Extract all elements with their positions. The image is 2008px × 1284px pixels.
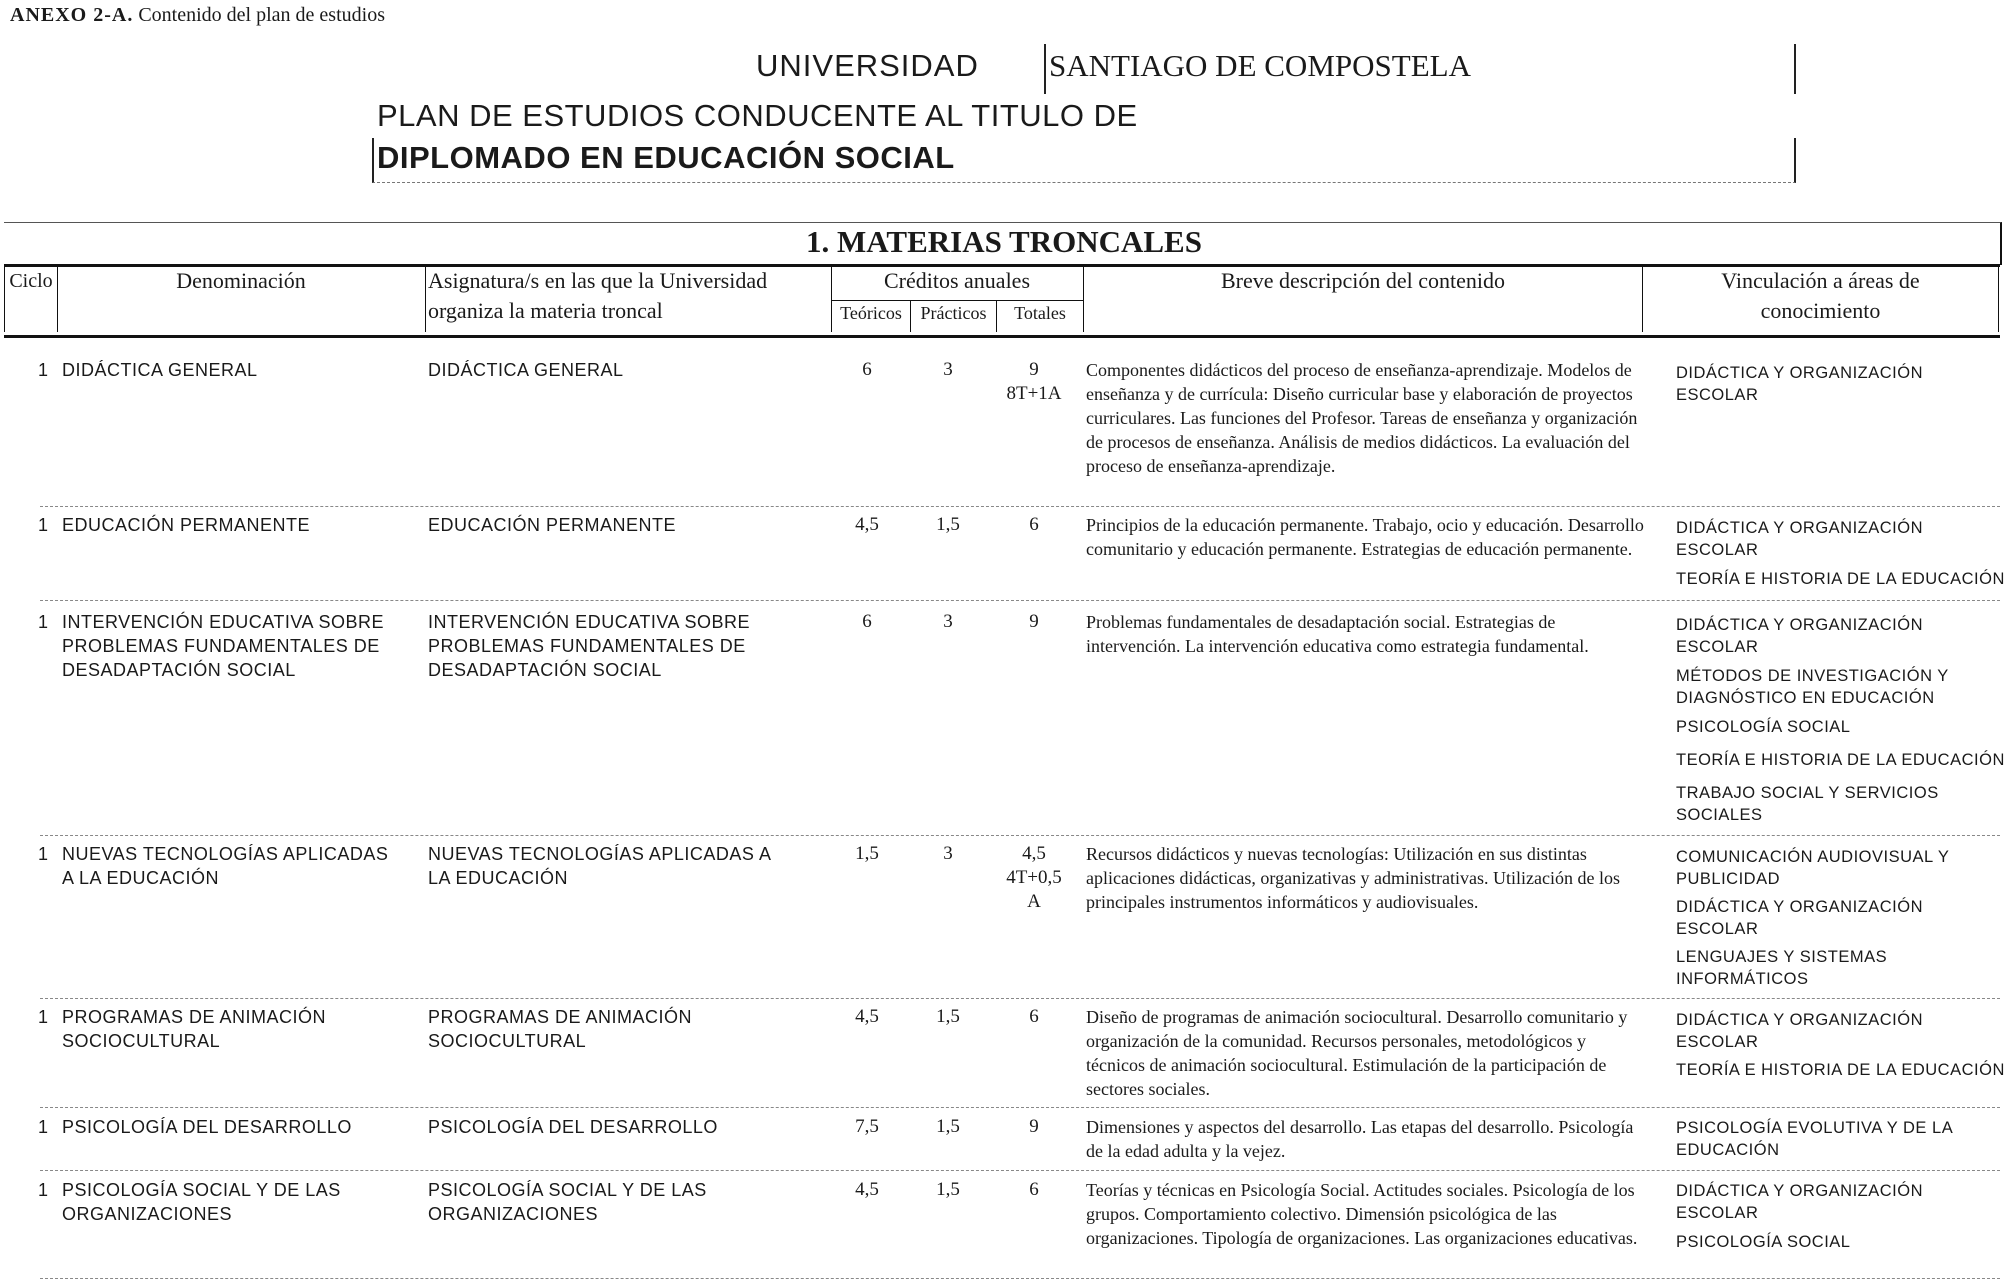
asignatura-line: INTERVENCIÓN EDUCATIVA SOBRE <box>428 612 751 632</box>
cell-asignatura <box>428 1005 692 1053</box>
cell-denominacion: EDUCACIÓN PERMANENTE <box>62 515 311 535</box>
area-line: DIDÁCTICA Y ORGANIZACIÓN <box>1676 1182 1924 1200</box>
cell-denominacion <box>62 1005 326 1053</box>
asignatura-line: DESADAPTACIÓN SOCIAL <box>428 660 662 680</box>
asignatura-line: PROGRAMAS DE ANIMACIÓN <box>428 1007 693 1027</box>
row-separator <box>40 835 2000 836</box>
row-separator <box>40 1170 2000 1171</box>
area-item <box>1676 946 1887 990</box>
cell-descripcion: Componentes didácticos del proceso de enseñanza-aprendizaje. Modelos de enseñanza y de currícula: Diseño curricular base y elaboración de proyectos curriculares. Las funciones del Profesor. Tareas de enseñanza y organización de procesos de enseñanza. Análisis de medios didácticos. La evaluación del proceso de enseñanza-aprendizaje. <box>1086 360 1638 476</box>
cell-totales: 4,5 <box>1022 843 1046 864</box>
annex-prefix: ANEXO 2-A. <box>10 4 134 26</box>
cell-denominacion: DIDÁCTICA GENERAL <box>62 360 258 380</box>
area-item <box>1676 1117 1953 1161</box>
cell-teoricos: 6 <box>862 611 872 632</box>
asignatura-line: ORGANIZACIONES <box>428 1204 599 1224</box>
cell-ciclo: 1 <box>38 1117 49 1137</box>
header-denominacion: Denominación <box>176 268 306 293</box>
header-vinculacion-line2: conocimiento <box>1760 298 1881 323</box>
plan-line: PLAN DE ESTUDIOS CONDUCENTE AL TITULO DE <box>377 98 1138 133</box>
area-line: DIDÁCTICA Y ORGANIZACIÓN <box>1676 898 1924 916</box>
denominacion-line: PSICOLOGÍA SOCIAL Y DE LAS <box>62 1180 341 1200</box>
area-line: TRABAJO SOCIAL Y SERVICIOS <box>1676 784 1939 802</box>
header-teoricos: Teóricos <box>840 303 902 323</box>
area-item <box>1676 896 1923 940</box>
col-divider <box>4 264 5 332</box>
cell-denominacion: PSICOLOGÍA DEL DESARROLLO <box>62 1117 352 1137</box>
row-separator <box>40 1107 2000 1108</box>
header-descripcion: Breve descripción del contenido <box>1220 268 1506 293</box>
area-line: LENGUAJES Y SISTEMAS <box>1676 948 1888 966</box>
cell-descripcion: Problemas fundamentales de desadaptación social. Estrategias de intervención. La intervención educativa como estrategia fundamental. <box>1086 612 1589 656</box>
cell-totales: 9 <box>1029 611 1039 632</box>
cell-totales: 6 <box>1029 1006 1039 1027</box>
asignatura-line: LA EDUCACIÓN <box>428 868 569 888</box>
denominacion-line: NUEVAS TECNOLOGÍAS APLICADAS <box>62 844 389 864</box>
area-item <box>1676 1231 1850 1253</box>
cell-asignatura <box>428 1178 707 1226</box>
cell-practicos: 3 <box>943 843 953 864</box>
area-line: SOCIALES <box>1676 806 1763 824</box>
area-line: DIDÁCTICA Y ORGANIZACIÓN <box>1676 364 1924 382</box>
area-line: ESCOLAR <box>1676 1033 1759 1051</box>
university-name: SANTIAGO DE COMPOSTELA <box>1049 48 1471 83</box>
header-ciclo: Ciclo <box>9 270 53 292</box>
area-item <box>1676 1009 1923 1053</box>
cell-asignatura <box>428 842 771 890</box>
cell-asignatura <box>428 610 750 682</box>
header-asignatura-line2: organiza la materia troncal <box>428 298 663 323</box>
area-line: INFORMÁTICOS <box>1676 970 1809 988</box>
cell-totales: 6 <box>1029 1179 1039 1200</box>
cell-practicos: 1,5 <box>936 1179 960 1200</box>
header-vinculacion-line1: Vinculación a áreas de <box>1721 268 1920 293</box>
row-separator <box>40 1278 2000 1279</box>
cell-asignatura: DIDÁCTICA GENERAL <box>428 360 624 380</box>
header-practicos: Prácticos <box>920 303 987 323</box>
area-line: COMUNICACIÓN AUDIOVISUAL Y <box>1676 848 1950 866</box>
area-item <box>1676 568 2005 590</box>
area-line: ESCOLAR <box>1676 920 1759 938</box>
denominacion-line: INTERVENCIÓN EDUCATIVA SOBRE <box>62 612 385 632</box>
area-item <box>1676 517 1923 561</box>
col-divider <box>1998 264 1999 332</box>
cell-totales: 6 <box>1029 514 1039 535</box>
cell-descripcion: Principios de la educación permanente. Trabajo, ocio y educación. Desarrollo comunitario y educación permanente. Estrategias de educación permanente. <box>1086 515 1644 559</box>
asignatura-line: PSICOLOGÍA SOCIAL Y DE LAS <box>428 1180 707 1200</box>
area-line: ESCOLAR <box>1676 638 1759 656</box>
row-separator <box>40 600 2000 601</box>
degree-title: DIPLOMADO EN EDUCACIÓN SOCIAL <box>377 140 955 175</box>
area-line: ESCOLAR <box>1676 386 1759 404</box>
cell-descripcion: Dimensiones y aspectos del desarrollo. Las etapas del desarrollo. Psicología de la edad adulta y la vejez. <box>1086 1117 1634 1161</box>
row-separator <box>40 506 2000 507</box>
cell-ciclo: 1 <box>38 360 49 380</box>
cell-teoricos: 4,5 <box>855 1179 879 1200</box>
cell-ciclo: 1 <box>38 1007 49 1027</box>
cell-practicos: 3 <box>943 359 953 380</box>
annex-heading <box>10 4 385 27</box>
area-item <box>1676 846 1949 890</box>
asignatura-line: SOCIOCULTURAL <box>428 1031 587 1051</box>
area-line: DIDÁCTICA Y ORGANIZACIÓN <box>1676 616 1924 634</box>
section-title: 1. MATERIAS TRONCALES <box>806 224 1202 259</box>
denominacion-line: PROBLEMAS FUNDAMENTALES DE <box>62 636 380 656</box>
area-item <box>1676 782 1939 826</box>
denominacion-line: DESADAPTACIÓN SOCIAL <box>62 660 296 680</box>
area-line: PSICOLOGÍA SOCIAL <box>1676 1233 1851 1251</box>
cell-teoricos: 4,5 <box>855 514 879 535</box>
area-line: DIAGNÓSTICO EN EDUCACIÓN <box>1676 689 1935 707</box>
cell-totales-detail: A <box>1027 891 1041 912</box>
cell-asignatura: EDUCACIÓN PERMANENTE <box>428 515 677 535</box>
cell-ciclo: 1 <box>38 844 49 864</box>
header-totales: Totales <box>1014 303 1066 323</box>
cell-denominacion <box>62 842 388 890</box>
cell-teoricos: 4,5 <box>855 1006 879 1027</box>
area-line: PUBLICIDAD <box>1676 870 1781 888</box>
cell-asignatura: PSICOLOGÍA DEL DESARROLLO <box>428 1117 718 1137</box>
cell-descripcion: Teorías y técnicas en Psicología Social. Actitudes sociales. Psicología de los grupos. Comportamiento colectivo. Dimensión psicológica de las organizaciones. Tipología de organizaciones. Las organizaciones educativas. <box>1086 1180 1638 1248</box>
cell-totales-detail: 8T+1A <box>1006 383 1062 404</box>
area-line: TEORÍA E HISTORIA DE LA EDUCACIÓN <box>1676 751 2005 769</box>
area-line: PSICOLOGÍA SOCIAL <box>1676 718 1851 736</box>
cell-totales: 9 <box>1029 1116 1039 1137</box>
credits-subheader-line <box>831 300 1083 301</box>
cell-denominacion <box>62 1178 341 1226</box>
cell-descripcion: Recursos didácticos y nuevas tecnologías: Utilización en sus distintas aplicaciones didácticas, organizativas y administrativas. Utilización de los principales instrumentos informáticos y audiovisuales. <box>1086 844 1620 912</box>
cell-ciclo: 1 <box>38 515 49 535</box>
denominacion-line: PROGRAMAS DE ANIMACIÓN <box>62 1007 327 1027</box>
cell-descripcion: Diseño de programas de animación sociocultural. Desarrollo comunitario y organización de la comunidad. Recursos personales, metodológicos y técnicos de animación sociocultural. Estimulación de la participación de sectores sociales. <box>1086 1007 1628 1099</box>
area-line: ESCOLAR <box>1676 541 1759 559</box>
area-item <box>1676 749 2005 771</box>
university-label: UNIVERSIDAD <box>756 48 979 83</box>
cell-ciclo: 1 <box>38 612 49 632</box>
denominacion-line: SOCIOCULTURAL <box>62 1031 221 1051</box>
area-line: EDUCACIÓN <box>1676 1141 1780 1159</box>
cell-practicos: 3 <box>943 611 953 632</box>
area-line: ESCOLAR <box>1676 1204 1759 1222</box>
area-line: DIDÁCTICA Y ORGANIZACIÓN <box>1676 1011 1924 1029</box>
header-creditos: Créditos anuales <box>883 268 1031 293</box>
cell-totales-detail: 4T+0,5 <box>1006 867 1062 888</box>
cell-practicos: 1,5 <box>936 514 960 535</box>
area-item <box>1676 1059 2005 1081</box>
area-line: DIDÁCTICA Y ORGANIZACIÓN <box>1676 519 1924 537</box>
denominacion-line: ORGANIZACIONES <box>62 1204 233 1224</box>
area-item <box>1676 362 1923 406</box>
area-line: PSICOLOGÍA EVOLUTIVA Y DE LA <box>1676 1119 1954 1137</box>
area-item <box>1676 665 1949 709</box>
area-item <box>1676 716 1850 738</box>
denominacion-line: A LA EDUCACIÓN <box>62 868 220 888</box>
cell-totales: 9 <box>1029 359 1039 380</box>
cell-practicos: 1,5 <box>936 1006 960 1027</box>
asignatura-line: PROBLEMAS FUNDAMENTALES DE <box>428 636 746 656</box>
cell-ciclo: 1 <box>38 1180 49 1200</box>
area-item <box>1676 1180 1923 1224</box>
asignatura-line: NUEVAS TECNOLOGÍAS APLICADAS A <box>428 844 772 864</box>
area-line: TEORÍA E HISTORIA DE LA EDUCACIÓN <box>1676 570 2005 588</box>
cell-denominacion <box>62 610 384 682</box>
row-separator <box>40 998 2000 999</box>
cell-teoricos: 6 <box>862 359 872 380</box>
cell-teoricos: 1,5 <box>855 843 879 864</box>
col-divider <box>425 264 426 332</box>
cell-teoricos: 7,5 <box>855 1116 879 1137</box>
header-asignatura-line1: Asignatura/s en las que la Universidad <box>428 268 768 293</box>
area-line: MÉTODOS DE INVESTIGACIÓN Y <box>1676 667 1949 685</box>
cell-practicos: 1,5 <box>936 1116 960 1137</box>
area-line: TEORÍA E HISTORIA DE LA EDUCACIÓN <box>1676 1061 2005 1079</box>
area-item <box>1676 614 1923 658</box>
annex-text: Contenido del plan de estudios <box>138 4 385 26</box>
